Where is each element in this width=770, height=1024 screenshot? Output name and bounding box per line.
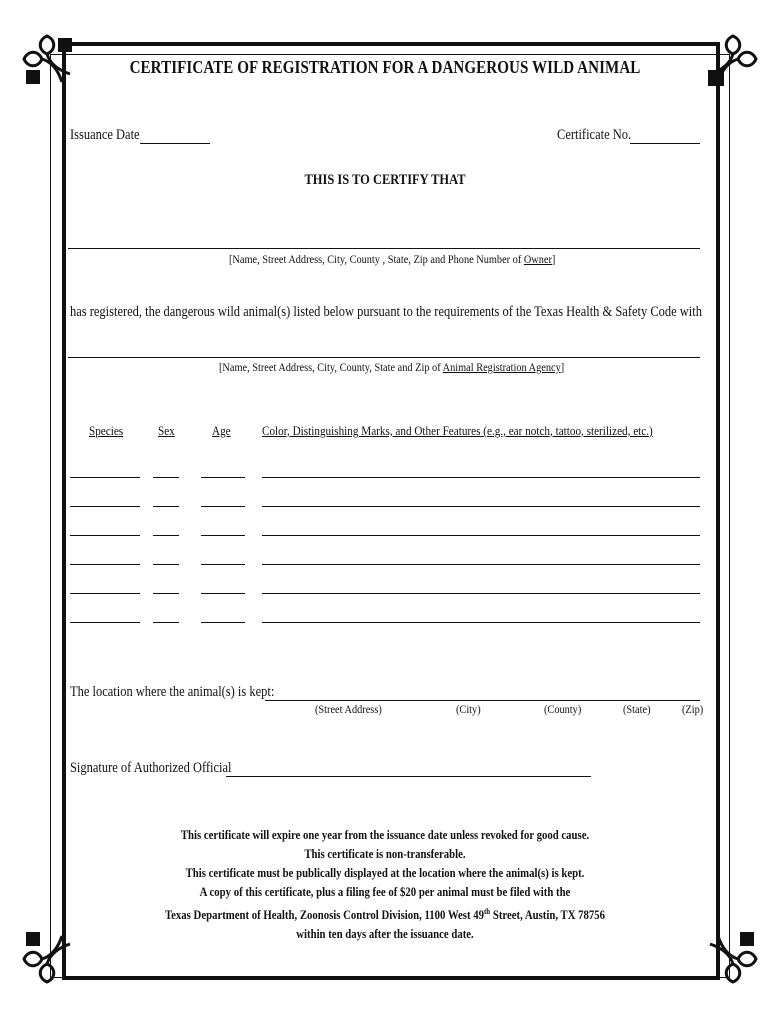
sex-entry-field[interactable] xyxy=(153,506,179,507)
features-entry-field[interactable] xyxy=(262,564,700,565)
footer-line-4: A copy of this certificate, plus a filing fee of $20 per animal must be filed with the xyxy=(199,885,571,899)
species-header: Species xyxy=(89,423,124,438)
features-entry-field[interactable] xyxy=(262,477,700,478)
age-header: Age xyxy=(212,423,231,438)
sex-entry-field[interactable] xyxy=(153,535,179,536)
age-entry-field[interactable] xyxy=(201,506,245,507)
certify-heading: THIS IS TO CERTIFY THAT xyxy=(304,172,466,188)
owner-caption: [Name, Street Address, City, County , State, Zip and Phone Number of Owner] xyxy=(229,252,556,266)
location-field[interactable] xyxy=(265,700,700,701)
age-entry-field[interactable] xyxy=(201,535,245,536)
species-entry-field[interactable] xyxy=(70,622,140,623)
signature-field[interactable] xyxy=(226,776,591,777)
species-entry-field[interactable] xyxy=(70,506,140,507)
agency-caption: [Name, Street Address, City, County, State and Zip of Animal Registration Agency] xyxy=(219,360,565,374)
certificate-no-label: Certificate No. xyxy=(557,127,632,143)
species-entry-field[interactable] xyxy=(70,564,140,565)
sex-header: Sex xyxy=(158,423,175,438)
age-entry-field[interactable] xyxy=(201,622,245,623)
zip-caption: (Zip) xyxy=(682,702,704,716)
registered-statement: has registered, the dangerous wild animal(s) listed below pursuant to the requirements of the Texas Health & Safety Code with xyxy=(70,304,702,320)
age-entry-field[interactable] xyxy=(201,593,245,594)
features-entry-field[interactable] xyxy=(262,593,700,594)
agency-field[interactable] xyxy=(68,357,700,358)
street-caption: (Street Address) xyxy=(315,702,382,716)
footer-line-1: This certificate will expire one year from the issuance date unless revoked for good cause. xyxy=(180,828,590,842)
footer-line-3: This certificate must be publically displayed at the location where the animal(s) is kept. xyxy=(185,866,585,880)
footer-notice xyxy=(0,826,770,944)
species-entry-field[interactable] xyxy=(70,477,140,478)
footer-line-5: Texas Department of Health, Zoonosis Control Division, 1100 West 49th Street, Austin, TX 78756 xyxy=(164,907,606,923)
footer-line-2: This certificate is non-transferable. xyxy=(304,847,466,861)
features-entry-field[interactable] xyxy=(262,535,700,536)
species-entry-field[interactable] xyxy=(70,535,140,536)
state-caption: (State) xyxy=(623,702,651,716)
footer-line-6: within ten days after the issuance date. xyxy=(296,927,474,942)
city-caption: (City) xyxy=(456,702,481,716)
owner-field[interactable] xyxy=(68,248,700,249)
location-label: The location where the animal(s) is kept: xyxy=(70,684,275,700)
features-entry-field[interactable] xyxy=(262,506,700,507)
signature-label: Signature of Authorized Official xyxy=(70,760,232,776)
issuance-date-field[interactable] xyxy=(140,143,210,144)
species-entry-field[interactable] xyxy=(70,593,140,594)
age-entry-field[interactable] xyxy=(201,564,245,565)
sex-entry-field[interactable] xyxy=(153,564,179,565)
certificate-no-field[interactable] xyxy=(630,143,700,144)
sex-entry-field[interactable] xyxy=(153,477,179,478)
county-caption: (County) xyxy=(544,702,582,716)
sex-entry-field[interactable] xyxy=(153,622,179,623)
age-entry-field[interactable] xyxy=(201,477,245,478)
certificate-title: CERTIFICATE OF REGISTRATION FOR A DANGEROUS WILD ANIMAL xyxy=(129,57,641,77)
sex-entry-field[interactable] xyxy=(153,593,179,594)
features-entry-field[interactable] xyxy=(262,622,700,623)
issuance-date-label: Issuance Date xyxy=(70,127,140,143)
features-header: Color, Distinguishing Marks, and Other Features (e.g., ear notch, tattoo, sterilized, etc.) xyxy=(262,423,653,438)
